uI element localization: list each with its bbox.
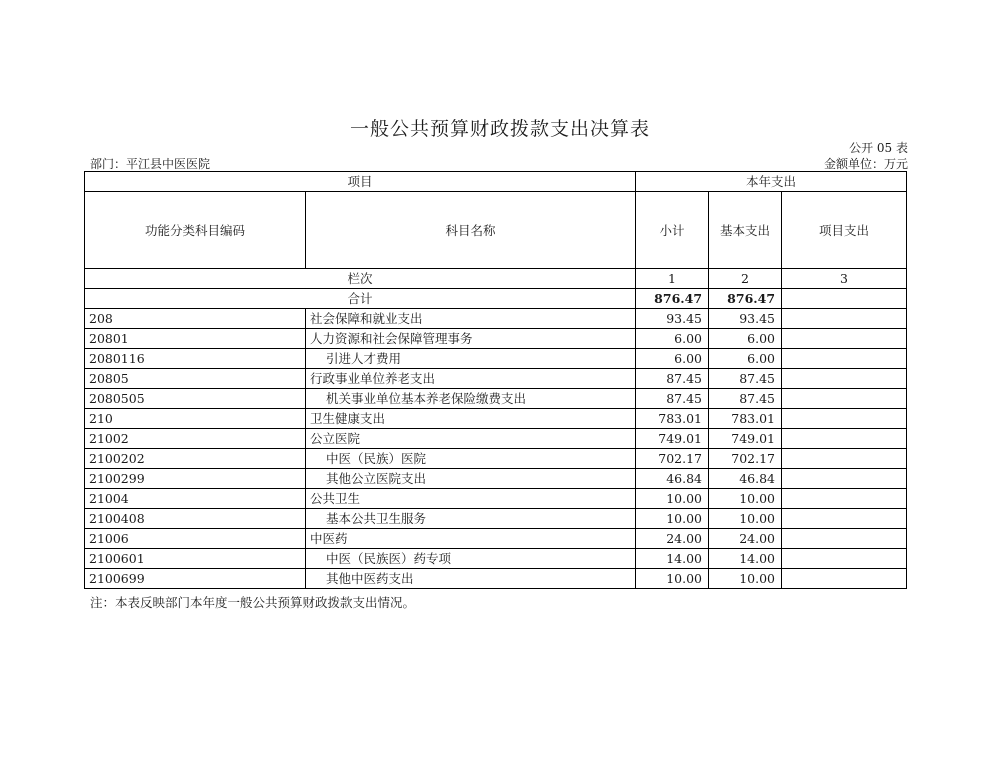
department-label: 部门：平江县中医医院 xyxy=(90,157,211,171)
row-name: 卫生健康支出 xyxy=(306,409,636,429)
row-basic: 749.01 xyxy=(709,429,782,449)
row-project xyxy=(782,549,907,569)
column-index-2: 2 xyxy=(709,269,782,289)
row-subtotal: 702.17 xyxy=(636,449,709,469)
row-code: 20801 xyxy=(85,329,306,349)
row-code: 2100601 xyxy=(85,549,306,569)
row-name: 公共卫生 xyxy=(306,489,636,509)
row-name: 中医（民族）医院 xyxy=(306,449,636,469)
row-subtotal: 10.00 xyxy=(636,489,709,509)
row-code: 210 xyxy=(85,409,306,429)
table-row xyxy=(85,409,907,429)
row-subtotal: 10.00 xyxy=(636,509,709,529)
row-project xyxy=(782,449,907,469)
row-name: 社会保障和就业支出 xyxy=(306,309,636,329)
row-project xyxy=(782,329,907,349)
row-basic: 10.00 xyxy=(709,509,782,529)
row-code: 208 xyxy=(85,309,306,329)
total-row xyxy=(85,289,907,309)
row-basic: 10.00 xyxy=(709,489,782,509)
header-year-expenditure: 本年支出 xyxy=(636,172,907,192)
row-code: 2100202 xyxy=(85,449,306,469)
column-index-row xyxy=(85,269,907,289)
form-number: 公开 05 表 xyxy=(849,141,908,155)
row-code: 2080505 xyxy=(85,389,306,409)
table-note: 注：本表反映部门本年度一般公共预算财政拨款支出情况。 xyxy=(90,595,416,610)
row-subtotal: 87.45 xyxy=(636,389,709,409)
row-name: 其他中医药支出 xyxy=(306,569,636,589)
row-basic: 87.45 xyxy=(709,369,782,389)
row-basic: 783.01 xyxy=(709,409,782,429)
row-project xyxy=(782,369,907,389)
row-name: 中医（民族医）药专项 xyxy=(306,549,636,569)
column-index-1: 1 xyxy=(636,269,709,289)
row-name: 公立医院 xyxy=(306,429,636,449)
row-name: 人力资源和社会保障管理事务 xyxy=(306,329,636,349)
column-index-label: 栏次 xyxy=(85,269,636,289)
page-title: 一般公共预算财政拨款支出决算表 xyxy=(349,118,650,140)
row-code: 21006 xyxy=(85,529,306,549)
amount-unit-label: 金额单位：万元 xyxy=(823,157,908,171)
row-basic: 87.45 xyxy=(709,389,782,409)
expenditure-table xyxy=(84,171,907,589)
row-subtotal: 6.00 xyxy=(636,349,709,369)
row-project xyxy=(782,429,907,449)
total-project xyxy=(782,289,907,309)
table-row xyxy=(85,529,907,549)
row-name: 引进人才费用 xyxy=(306,349,636,369)
row-subtotal: 14.00 xyxy=(636,549,709,569)
table-row xyxy=(85,389,907,409)
header-row-group xyxy=(85,172,907,192)
row-code: 20805 xyxy=(85,369,306,389)
row-subtotal: 10.00 xyxy=(636,569,709,589)
table-row xyxy=(85,469,907,489)
header-subtotal: 小计 xyxy=(636,192,709,269)
row-code: 21002 xyxy=(85,429,306,449)
row-basic: 93.45 xyxy=(709,309,782,329)
table-row xyxy=(85,509,907,529)
table-row xyxy=(85,309,907,329)
row-basic: 10.00 xyxy=(709,569,782,589)
row-project xyxy=(782,509,907,529)
row-subtotal: 24.00 xyxy=(636,529,709,549)
total-basic: 876.47 xyxy=(709,289,782,309)
row-name: 行政事业单位养老支出 xyxy=(306,369,636,389)
row-basic: 14.00 xyxy=(709,549,782,569)
table-row xyxy=(85,549,907,569)
total-subtotal: 876.47 xyxy=(636,289,709,309)
row-basic: 24.00 xyxy=(709,529,782,549)
table-row xyxy=(85,429,907,449)
row-code: 2080116 xyxy=(85,349,306,369)
row-subtotal: 6.00 xyxy=(636,329,709,349)
row-project xyxy=(782,389,907,409)
row-name: 其他公立医院支出 xyxy=(306,469,636,489)
row-project xyxy=(782,469,907,489)
header-row-columns xyxy=(85,192,907,269)
total-label: 合计 xyxy=(85,289,636,309)
row-project xyxy=(782,529,907,549)
table-row xyxy=(85,369,907,389)
row-code: 2100299 xyxy=(85,469,306,489)
table-row xyxy=(85,329,907,349)
header-code: 功能分类科目编码 xyxy=(85,192,306,269)
row-project xyxy=(782,489,907,509)
table-row xyxy=(85,449,907,469)
row-project xyxy=(782,309,907,329)
row-project xyxy=(782,409,907,429)
table-row xyxy=(85,569,907,589)
row-subtotal: 93.45 xyxy=(636,309,709,329)
row-name: 基本公共卫生服务 xyxy=(306,509,636,529)
row-subtotal: 749.01 xyxy=(636,429,709,449)
row-subtotal: 87.45 xyxy=(636,369,709,389)
header-name: 科目名称 xyxy=(306,192,636,269)
row-project xyxy=(782,349,907,369)
row-basic: 702.17 xyxy=(709,449,782,469)
row-code: 2100699 xyxy=(85,569,306,589)
row-subtotal: 783.01 xyxy=(636,409,709,429)
row-project xyxy=(782,569,907,589)
row-code: 21004 xyxy=(85,489,306,509)
row-subtotal: 46.84 xyxy=(636,469,709,489)
row-basic: 6.00 xyxy=(709,349,782,369)
row-name: 中医药 xyxy=(306,529,636,549)
table-row xyxy=(85,349,907,369)
header-basic: 基本支出 xyxy=(709,192,782,269)
column-index-3: 3 xyxy=(782,269,907,289)
row-basic: 6.00 xyxy=(709,329,782,349)
row-code: 2100408 xyxy=(85,509,306,529)
table-row xyxy=(85,489,907,509)
row-basic: 46.84 xyxy=(709,469,782,489)
row-name: 机关事业单位基本养老保险缴费支出 xyxy=(306,389,636,409)
header-project: 项目支出 xyxy=(782,192,907,269)
header-item-group: 项目 xyxy=(85,172,636,192)
